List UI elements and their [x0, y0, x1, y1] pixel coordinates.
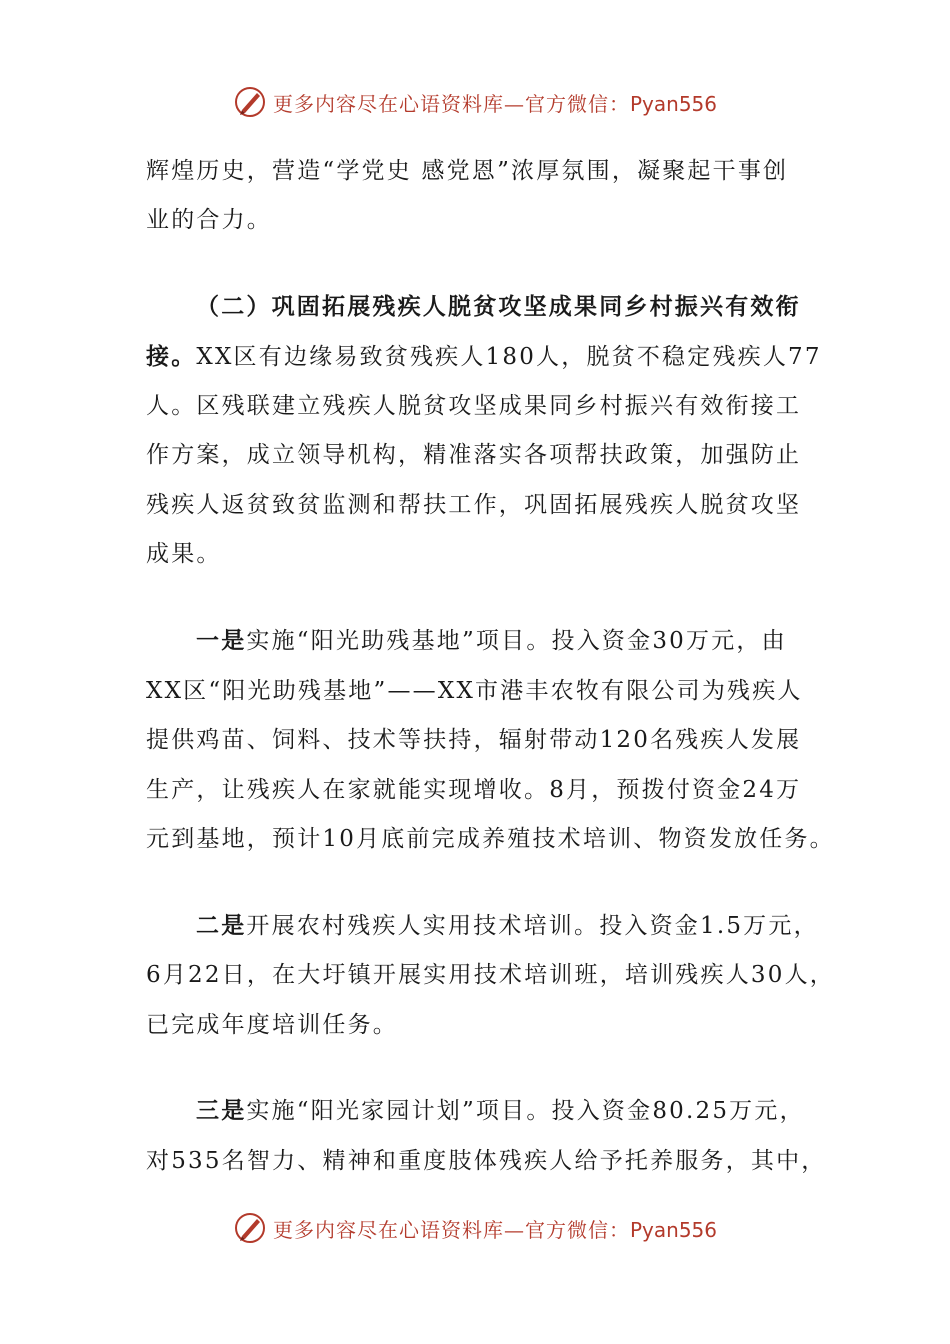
- watermark-text: 更多内容尽在心语资料库—官方微信：Pyan556: [272, 1217, 717, 1242]
- item-lead: 一是: [196, 627, 247, 654]
- text-line: 三是实施“阳光家园计划”项目。投入资金80.25万元，: [196, 1097, 805, 1124]
- item-lead: 二是: [196, 912, 247, 939]
- pen-logo-icon: [233, 1211, 267, 1245]
- text-line: 成果。: [146, 541, 222, 567]
- text-line: 提供鸡苗、饲料、技术等扶持，辐射带动120名残疾人发展: [146, 727, 802, 753]
- text-line: 元到基地，预计10月底前完成养殖技术培训、物资发放任务。: [146, 826, 835, 852]
- heading-tail: 接。: [146, 343, 197, 370]
- wechat-id: Pyan556: [629, 91, 717, 116]
- text-line: XX区“阳光助残基地”——XX市港丰农牧有限公司为残疾人: [146, 678, 803, 704]
- text-line: 业的合力。: [146, 207, 272, 233]
- header-watermark: [0, 82, 950, 122]
- footer-watermark: [0, 1208, 950, 1248]
- text-line: 6月22日，在大圩镇开展实用技术培训班，培训残疾人30人，: [146, 962, 835, 988]
- text-line: 辉煌历史，营造“学党史 感党恩”浓厚氛围，凝聚起干事创: [146, 158, 789, 184]
- text-line: 接。XX区有边缘易致贫残疾人180人，脱贫不稳定残疾人77: [146, 343, 822, 370]
- text-line: 二是开展农村残疾人实用技术培训。投入资金1.5万元，: [196, 912, 819, 939]
- text-line: 对535名智力、精神和重度肢体残疾人给予托养服务，其中，: [146, 1148, 827, 1174]
- text-line: 人。区残联建立残疾人脱贫攻坚成果同乡村振兴有效衔接工: [146, 393, 802, 419]
- text-line: 一是实施“阳光助残基地”项目。投入资金30万元，由: [196, 627, 787, 654]
- pen-logo-icon: [233, 85, 267, 119]
- watermark-text: 更多内容尽在心语资料库—官方微信：Pyan556: [272, 91, 717, 116]
- section-heading: （二）巩固拓展残疾人脱贫攻坚成果同乡村振兴有效衔: [196, 293, 801, 320]
- wechat-id: Pyan556: [629, 1217, 717, 1242]
- text-line: 残疾人返贫致贫监测和帮扶工作，巩固拓展残疾人脱贫攻坚: [146, 492, 802, 518]
- item-lead: 三是: [196, 1097, 247, 1124]
- text-line: 生产，让残疾人在家就能实现增收。8月，预拨付资金24万: [146, 777, 802, 803]
- text-line: 已完成年度培训任务。: [146, 1012, 398, 1038]
- text-line: 作方案，成立领导机构，精准落实各项帮扶政策，加强防止: [146, 442, 802, 468]
